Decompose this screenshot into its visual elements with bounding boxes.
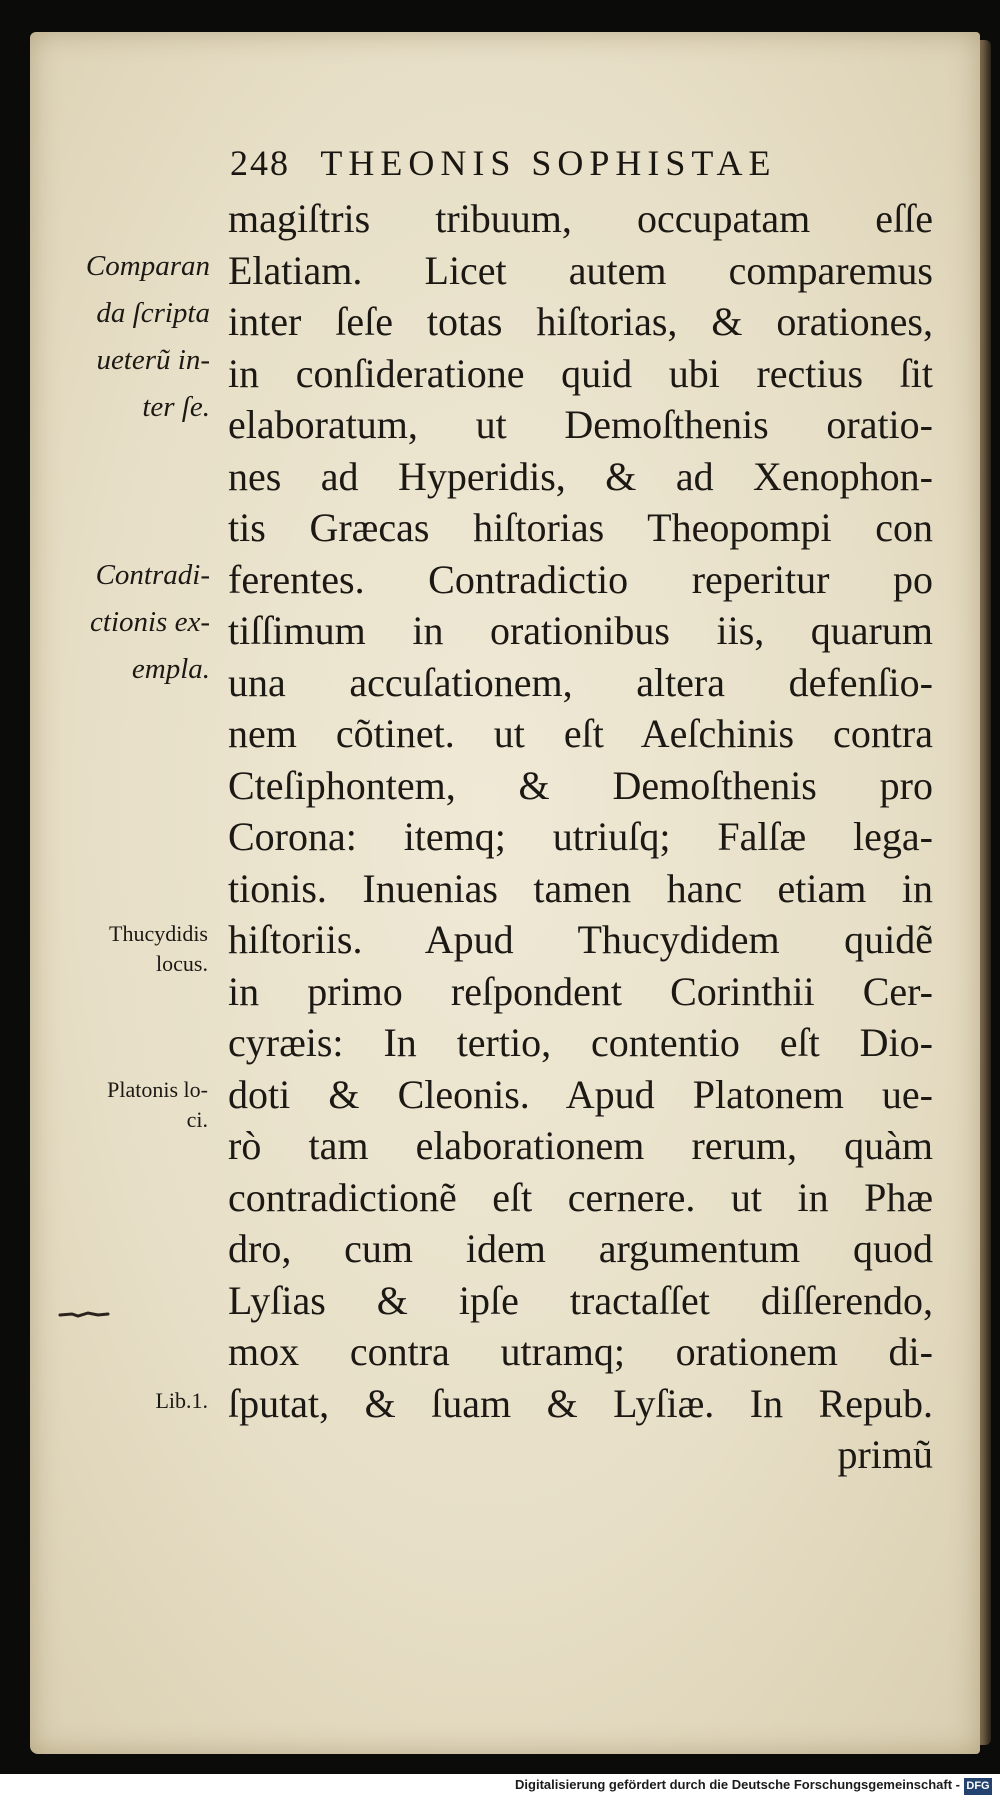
text-line: tionis. Inuenias tamen hanc etiam in <box>228 865 933 911</box>
marginal-note-liber <box>40 1386 208 1416</box>
marginal-line: ci. <box>186 1107 208 1132</box>
text-line: tis Græcas hiſtorias Theopompi con <box>228 505 933 550</box>
marginal-note-comparanda <box>40 243 210 431</box>
digitization-footer <box>0 1774 1000 1800</box>
marginal-line: empla. <box>131 653 210 685</box>
text-line: ſputat, & ſuam & Lyſiæ. In Repub. <box>228 1380 933 1426</box>
marginal-line: Platonis lo- <box>107 1077 208 1102</box>
marginal-line: ter ſe. <box>142 391 210 423</box>
text-line: nem cõtinet. ut eſt Aeſchinis contra <box>228 711 933 756</box>
marginal-line: locus. <box>156 951 208 976</box>
marginal-line: da ſcripta <box>96 297 210 329</box>
text-line: elaboratum, ut Demoſthenis oratio- <box>228 402 933 447</box>
running-title: THEONIS SOPHISTAE <box>320 143 777 183</box>
text-line: Corona: itemq; utriuſq; Falſæ lega- <box>228 814 933 859</box>
marginal-line: Contradi- <box>95 559 210 591</box>
text-line: inter ſeſe totas hiſtorias, & orationes, <box>228 299 933 344</box>
text-line: una accuſationem, altera defenſio- <box>228 659 933 705</box>
text-line: Lyſias & ipſe tractaſſet diſſerendo, <box>228 1277 933 1323</box>
text-line: mox contra utramq; orationem di- <box>228 1329 933 1374</box>
text-line: nes ad Hyperidis, & ad Xenophon- <box>228 453 933 499</box>
marginal-line: ctionis ex- <box>90 606 210 638</box>
catchword: primũ <box>837 1432 933 1477</box>
text-line: in primo reſpondent Corinthii Cer- <box>228 968 933 1014</box>
dfg-logo: DFG <box>964 1778 992 1795</box>
text-line: Elatiam. Licet autem comparemus <box>228 247 933 293</box>
ink-blot-mark <box>58 1310 110 1320</box>
marginal-note-thucydidis <box>40 919 208 979</box>
marginal-note-platonis <box>40 1075 208 1135</box>
text-line: doti & Cleonis. Apud Platonem ue- <box>228 1071 933 1117</box>
marginal-line: Lib.1. <box>155 1388 208 1413</box>
funding-credit: Digitalisierung gefördert durch die Deutsche Forschungsgemeinschaft - <box>515 1777 960 1792</box>
text-line: rò tam elaborationem rerum, quàm <box>228 1123 933 1168</box>
text-line: contradictionẽ eſt cernere. ut in Phæ <box>228 1174 933 1220</box>
page-number: 248 <box>230 143 290 183</box>
text-line: Cteſiphontem, & Demoſthenis pro <box>228 762 933 808</box>
marginal-note-contradictionis <box>40 552 210 693</box>
marginal-line: ueterũ in- <box>96 344 210 376</box>
marginal-line: Comparan <box>85 250 210 282</box>
body-text <box>228 193 933 1481</box>
text-line: cyræis: In tertio, contentio eſt Dio- <box>228 1020 933 1065</box>
text-line: ferentes. Contradictio reperitur po <box>228 556 933 602</box>
text-line: hiſtoriis. Apud Thucydidem quidẽ <box>228 917 933 962</box>
text-line: magiſtris tribuum, occupatam eſſe <box>228 196 933 241</box>
text-line: dro, cum idem argumentum quod <box>228 1226 933 1271</box>
text-line: tiſſimum in orationibus iis, quarum <box>228 608 933 653</box>
marginal-line: Thucydidis <box>109 921 208 946</box>
text-line: in conſideratione quid ubi rectius ſit <box>228 350 933 396</box>
running-head <box>230 142 930 184</box>
